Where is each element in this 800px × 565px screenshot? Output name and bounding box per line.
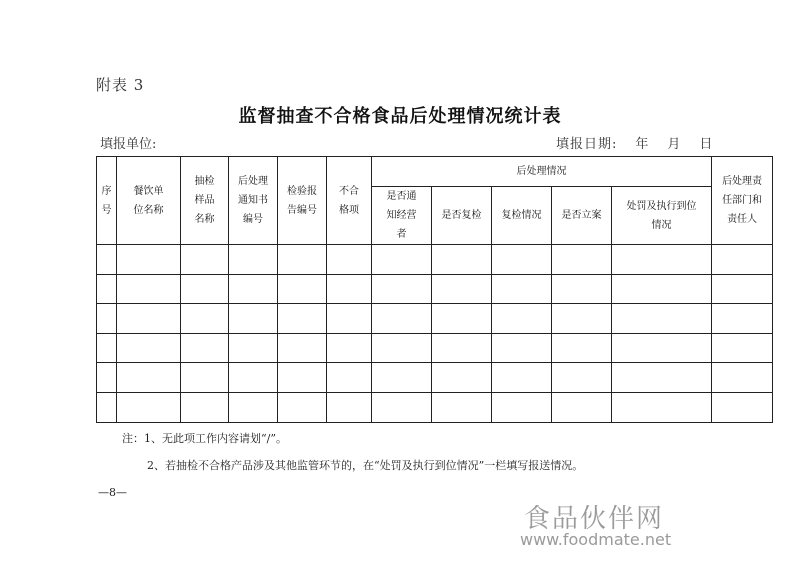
table-cell <box>492 304 552 334</box>
table-cell <box>372 333 432 363</box>
col-unqualified: 不合格项 <box>327 157 372 245</box>
table-cell <box>712 392 773 422</box>
note-1: 注：1、无此项工作内容请划“/”。 <box>122 432 287 445</box>
table-cell <box>372 363 432 393</box>
col-restaurant: 餐饮单位名称 <box>117 157 181 245</box>
col-group-post-processing: 后处理情况 <box>372 157 712 187</box>
table-cell <box>712 304 773 334</box>
note-2: 2、若抽检不合格产品涉及其他监管环节的，在“处罚及执行到位情况”一栏填写报送情况。 <box>147 459 584 472</box>
reporting-date-label: 填报日期: <box>556 137 618 152</box>
date-month-label: 月 <box>667 137 682 152</box>
table-cell <box>372 274 432 304</box>
table-cell <box>117 304 181 334</box>
table-cell <box>229 333 278 363</box>
table-cell <box>432 392 492 422</box>
table-row <box>97 304 773 334</box>
table-cell <box>181 274 229 304</box>
table-cell <box>229 274 278 304</box>
table-cell <box>97 245 117 275</box>
col-responsible: 后处理责任部门和责任人 <box>712 157 773 245</box>
table-cell <box>229 245 278 275</box>
table-cell <box>552 245 612 275</box>
table-cell <box>432 245 492 275</box>
table-cell <box>552 363 612 393</box>
table-cell <box>552 333 612 363</box>
table-cell <box>117 363 181 393</box>
table-cell <box>181 333 229 363</box>
col-sample: 抽检样品名称 <box>181 157 229 245</box>
page-title: 监督抽查不合格食品后处理情况统计表 <box>238 106 562 127</box>
table-cell <box>181 363 229 393</box>
table-cell <box>612 245 712 275</box>
col-report-no: 检验报告编号 <box>278 157 327 245</box>
table-cell <box>117 333 181 363</box>
table-cell <box>278 274 327 304</box>
page-number: —8— <box>98 486 127 499</box>
table-cell <box>552 304 612 334</box>
table-cell <box>492 333 552 363</box>
table-cell <box>181 392 229 422</box>
table-cell <box>712 333 773 363</box>
table-cell <box>327 333 372 363</box>
table-cell <box>372 304 432 334</box>
table-cell <box>229 304 278 334</box>
col-notified: 是否通知经营者 <box>372 187 432 245</box>
table-row <box>97 363 773 393</box>
table-cell <box>612 363 712 393</box>
table-cell <box>327 392 372 422</box>
table-cell <box>432 274 492 304</box>
table-cell <box>117 392 181 422</box>
table-cell <box>117 245 181 275</box>
table-row <box>97 274 773 304</box>
table-cell <box>712 274 773 304</box>
table-cell <box>229 363 278 393</box>
table-cell <box>372 245 432 275</box>
table-cell <box>432 333 492 363</box>
watermark-url: www.foodmate.net <box>520 530 672 549</box>
col-filed: 是否立案 <box>552 187 612 245</box>
table-cell <box>612 304 712 334</box>
table-cell <box>327 245 372 275</box>
statistics-table <box>96 156 773 423</box>
table-cell <box>278 245 327 275</box>
table-cell <box>492 363 552 393</box>
table-cell <box>97 304 117 334</box>
table-row <box>97 333 773 363</box>
table-cell <box>327 363 372 393</box>
table-cell <box>181 245 229 275</box>
reporting-date <box>556 133 713 152</box>
table-cell <box>552 392 612 422</box>
col-notice-no: 后处理通知书编号 <box>229 157 278 245</box>
table-cell <box>278 392 327 422</box>
table-cell <box>117 274 181 304</box>
table-cell <box>432 304 492 334</box>
table-cell <box>612 274 712 304</box>
table-row <box>97 392 773 422</box>
table-cell <box>432 363 492 393</box>
table-cell <box>97 333 117 363</box>
table-cell <box>712 363 773 393</box>
table-cell <box>278 304 327 334</box>
table-cell <box>492 274 552 304</box>
table-cell <box>181 304 229 334</box>
annex-label: 附表 3 <box>96 76 145 94</box>
col-recheck: 是否复检 <box>432 187 492 245</box>
col-recheck-status: 复检情况 <box>492 187 552 245</box>
table-cell <box>712 245 773 275</box>
col-seq: 序号 <box>97 157 117 245</box>
date-year-label: 年 <box>635 137 650 152</box>
table-row <box>97 245 773 275</box>
reporting-unit-label: 填报单位: <box>100 137 157 152</box>
table-body <box>97 245 773 423</box>
table-cell <box>492 392 552 422</box>
table-cell <box>229 392 278 422</box>
table-cell <box>278 363 327 393</box>
table-cell <box>278 333 327 363</box>
table-cell <box>97 392 117 422</box>
col-penalty: 处罚及执行到位情况 <box>612 187 712 245</box>
table-cell <box>97 274 117 304</box>
table-cell <box>327 304 372 334</box>
table-cell <box>552 274 612 304</box>
table-cell <box>97 363 117 393</box>
table-cell <box>372 392 432 422</box>
watermark-text: 食品伙伴网 <box>524 504 665 534</box>
table-cell <box>492 245 552 275</box>
table-cell <box>327 274 372 304</box>
date-day-label: 日 <box>699 137 714 152</box>
table-cell <box>612 333 712 363</box>
table-cell <box>612 392 712 422</box>
